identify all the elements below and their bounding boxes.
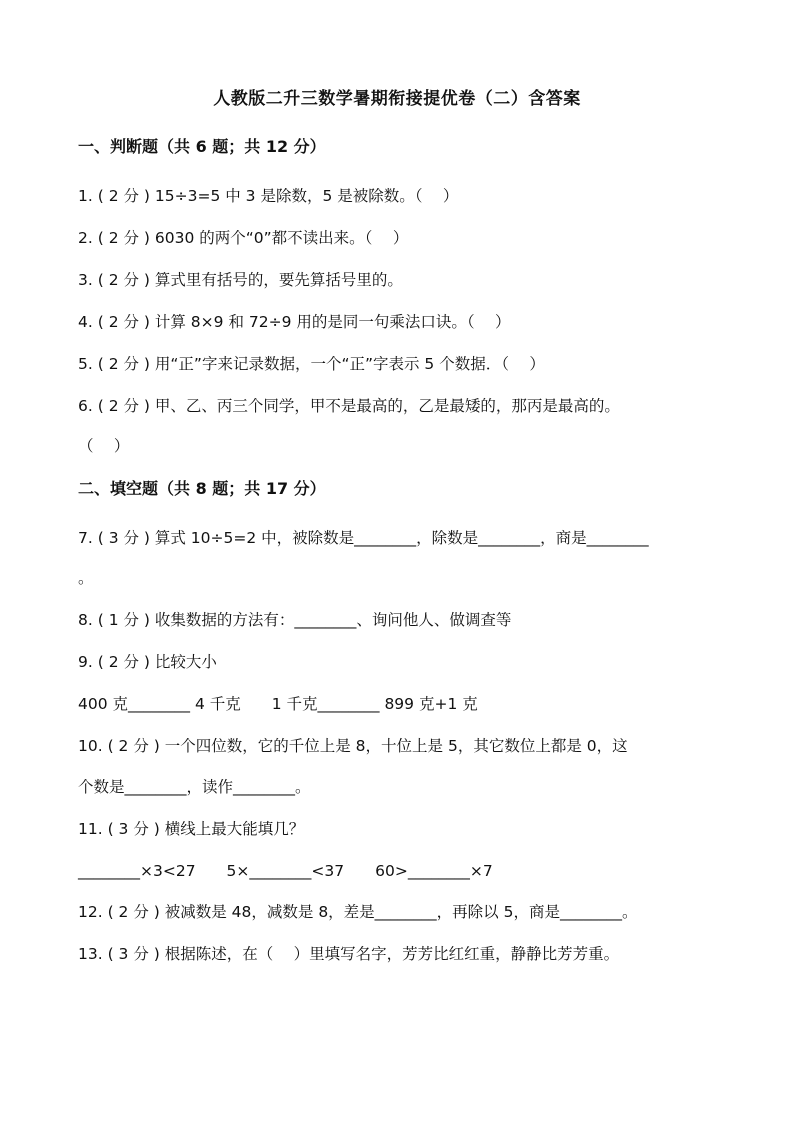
question-7: 7. ( 3 分 ) 算式 10÷5=2 中，被除数是________，除数是________，商是________ bbox=[78, 529, 649, 547]
question-1: 1. ( 2 分 ) 15÷3=5 中 3 是除数，5 是被除数。（ ） bbox=[78, 187, 459, 205]
question-6-continuation: （ ） bbox=[78, 437, 130, 455]
question-2: 2. ( 2 分 ) 6030 的两个“0”都不读出来。（ ） bbox=[78, 229, 409, 247]
question-10-continuation: 个数是________，读作________。 bbox=[78, 778, 311, 796]
section-fill-in-heading: 二、填空题（共 8 题；共 17 分） bbox=[78, 479, 326, 498]
section-true-false-heading: 一、判断题（共 6 题；共 12 分） bbox=[78, 137, 326, 156]
question-9: 9. ( 2 分 ) 比较大小 bbox=[78, 653, 217, 671]
question-5: 5. ( 2 分 ) 用“正”字来记录数据，一个“正”字表示 5 个数据．（ ） bbox=[78, 355, 545, 373]
question-6: 6. ( 2 分 ) 甲、乙、丙三个同学，甲不是最高的，乙是最矮的，那丙是最高的。 bbox=[78, 397, 620, 415]
question-8: 8. ( 1 分 ) 收集数据的方法有：________、询问他人、做调查等 bbox=[78, 611, 512, 629]
page-title: 人教版二升三数学暑期衔接提优卷（二）含答案 bbox=[213, 89, 581, 109]
question-4: 4. ( 2 分 ) 计算 8×9 和 72÷9 用的是同一句乘法口诀。（ ） bbox=[78, 313, 511, 331]
question-13: 13. ( 3 分 ) 根据陈述，在（ ）里填写名字，芳芳比红红重，静静比芳芳重。 bbox=[78, 945, 620, 963]
question-7-continuation: 。 bbox=[78, 569, 94, 587]
question-9-continuation: 400 克________ 4 千克 1 千克________ 899 克+1 克 bbox=[78, 695, 478, 713]
question-11: 11. ( 3 分 ) 横线上最大能填几？ bbox=[78, 820, 305, 838]
question-11-continuation: ________×3<27 5×________<37 60>________×7 bbox=[78, 862, 493, 880]
question-10: 10. ( 2 分 ) 一个四位数，它的千位上是 8，十位上是 5，其它数位上都是 0，这 bbox=[78, 737, 628, 755]
question-12: 12. ( 2 分 ) 被减数是 48，减数是 8，差是________，再除以 5，商是________。 bbox=[78, 903, 638, 921]
question-3: 3. ( 2 分 ) 算式里有括号的，要先算括号里的。 bbox=[78, 271, 403, 289]
